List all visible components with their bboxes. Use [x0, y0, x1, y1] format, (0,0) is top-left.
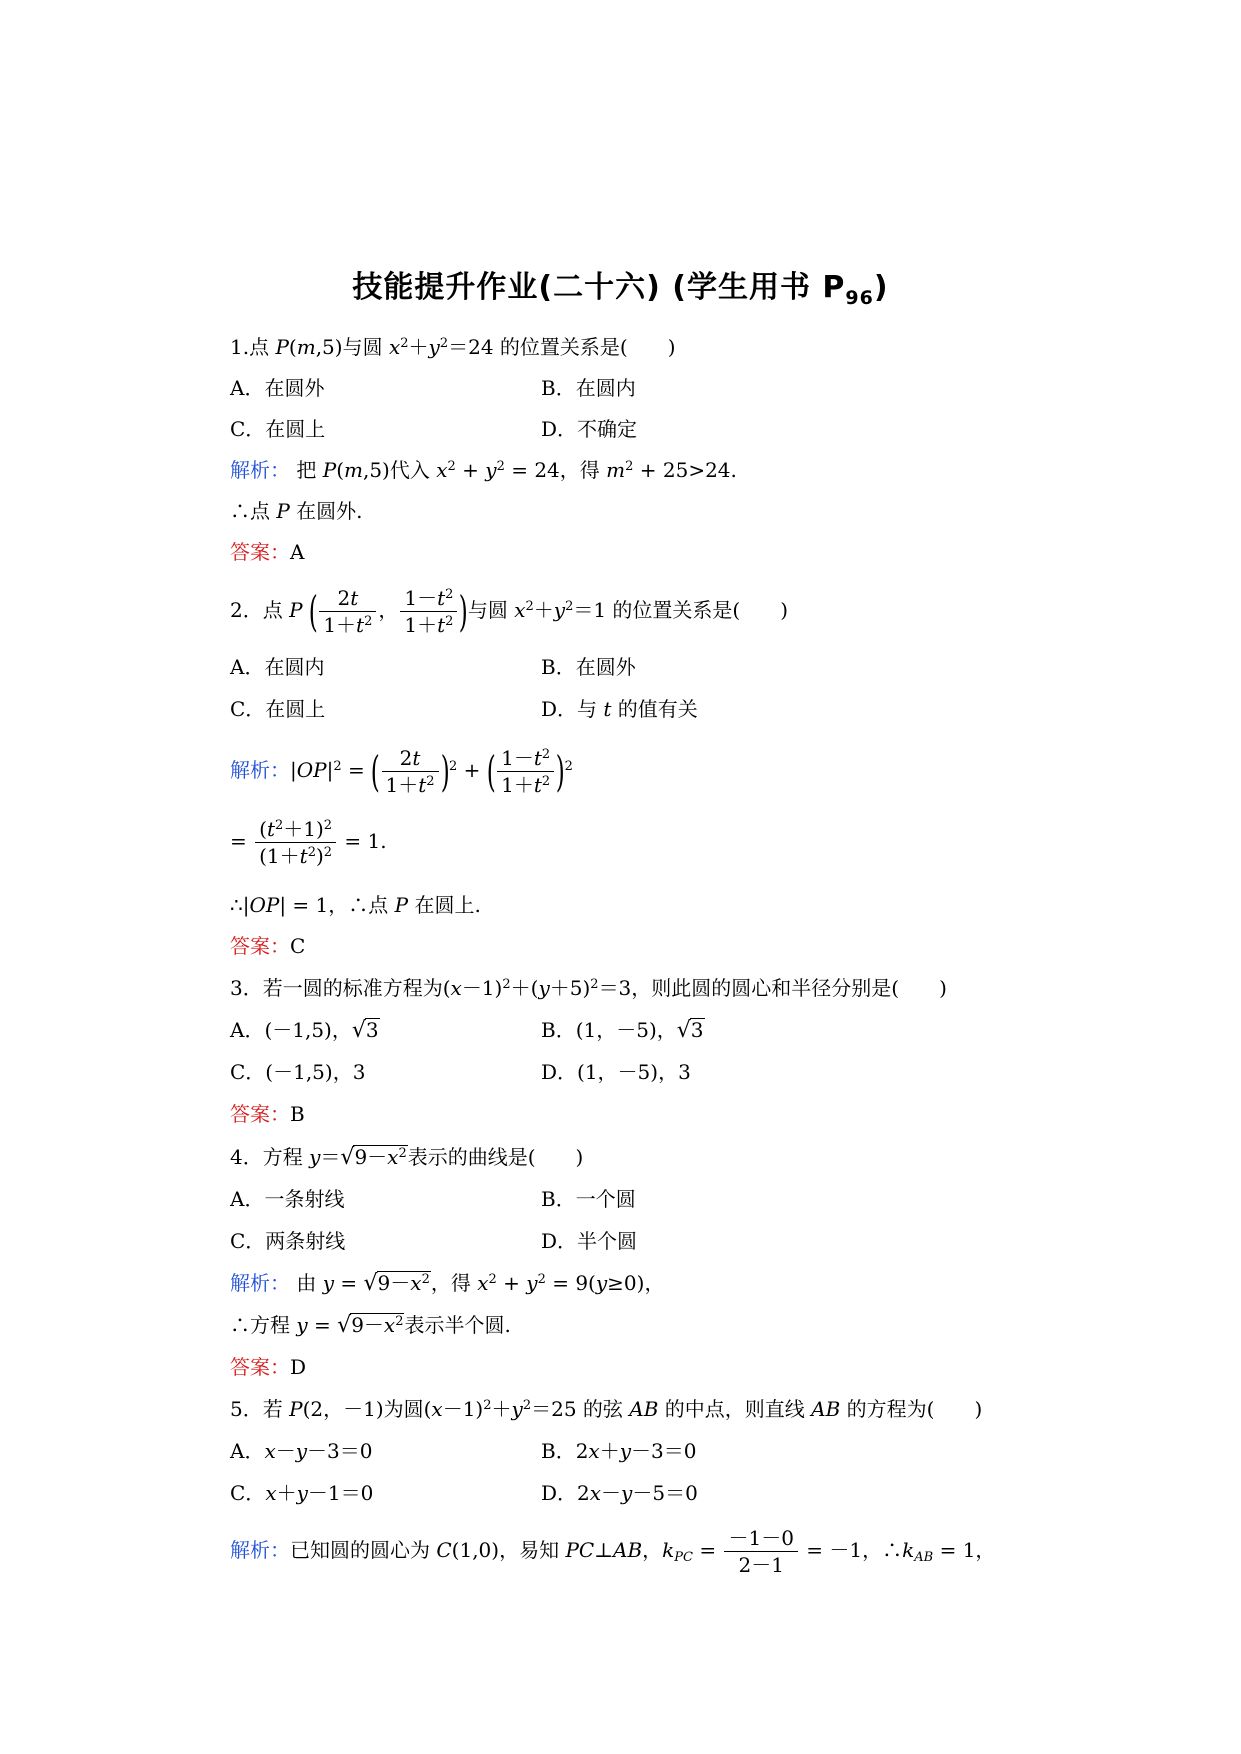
q4-option-c: C．两条射线 — [230, 1229, 346, 1253]
q5-option-d: D．2x－y－5＝0 — [541, 1481, 698, 1505]
question-2: 2．点 P ( $\frac{2t}{1+t^2}$ ， $\frac{1-t^2}{1+t^2}$ )与圆 $x^2+y^2=1$ 的位置关系是( ) — [230, 586, 789, 637]
q2-option-c: C．在圆上 — [230, 697, 326, 721]
q3-option-b: B．(1，－5)，√3 — [541, 1018, 704, 1043]
question-3: 3．若一圆的标准方程为$(x-1)^2+(y+5)^2=3$，则此圆的圆心和半径分别是( ) — [230, 976, 947, 1000]
q4-analysis: 解析： 由 $y = √9-x^2$，得 $x^2 + y^2 = 9(y\ge 0)$， — [230, 1271, 665, 1296]
q3-answer: 答案：B — [230, 1102, 305, 1126]
q1-option-a: A．在圆外 — [230, 376, 325, 400]
q4-answer: 答案：D — [230, 1355, 307, 1379]
q5-analysis: 解析：已知圆的圆心为 C(1,0)，易知 PC⊥AB，$k_{PC}$ = $\frac{-1-0}{2-1}$ = －1，$\therefore k_{AB} = 1$， — [230, 1526, 996, 1577]
q5-option-b: B．2x＋y－3＝0 — [541, 1439, 697, 1463]
q1-option-d: D．不确定 — [541, 417, 638, 441]
q2-option-a: A．在圆内 — [230, 655, 325, 679]
q2-option-d: D．与 t 的值有关 — [541, 697, 698, 721]
q2-option-b: B．在圆外 — [541, 655, 636, 679]
q5-option-c: C．x＋y－1＝0 — [230, 1481, 374, 1505]
q3-option-a: A．(－1,5)，√3 — [230, 1018, 379, 1043]
q4-option-b: B．一个圆 — [541, 1187, 636, 1211]
q2-analysis: 解析：$|OP|^2$ = ( $\frac{2t}{1+t^2}$ )$^2$ + ( $\frac{1-t^2}{1+t^2}$ )$^2$ — [230, 746, 573, 797]
question-5: 5．若 P(2，－1)为圆$(x-1)^2+y^2=25$ 的弦 AB 的中点，则直线 AB 的方程为( ) — [230, 1397, 983, 1421]
q4-option-d: D．半个圆 — [541, 1229, 638, 1253]
q4-conclusion: ∴方程 $y = √9-x^2$表示半个圆. — [230, 1313, 511, 1338]
q4-option-a: A．一条射线 — [230, 1187, 345, 1211]
q1-option-c: C．在圆上 — [230, 417, 326, 441]
q1-conclusion: ∴点 P 在圆外. — [230, 499, 363, 523]
q1-option-b: B．在圆内 — [541, 376, 636, 400]
q2-simplification: = $\frac{(t^2+1)^2}{(1+t^2)^2}$ = 1. — [230, 817, 387, 868]
question-1: 1.点 P(m,5)与圆 $x^2+y^2=24$ 的位置关系是( ) — [230, 335, 676, 359]
q5-option-a: A．x－y－3＝0 — [230, 1439, 373, 1463]
q1-analysis: 解析： 把 P(m,5)代入 $x^2 + y^2 = 24$，得 $m^2 + 25>24$. — [230, 458, 737, 482]
q2-conclusion: ∴|OP| = 1，∴点 P 在圆上. — [230, 893, 481, 917]
q3-option-c: C．(－1,5)，3 — [230, 1060, 366, 1084]
question-4: 4．方程 $y=√9-x^2$表示的曲线是( ) — [230, 1145, 584, 1170]
q1-answer: 答案：A — [230, 540, 305, 564]
q3-option-d: D．(1，－5)，3 — [541, 1060, 691, 1084]
page-title: 技能提升作业(二十六) (学生用书 $P_{96}$) — [352, 270, 889, 309]
q2-answer: 答案：C — [230, 934, 306, 958]
